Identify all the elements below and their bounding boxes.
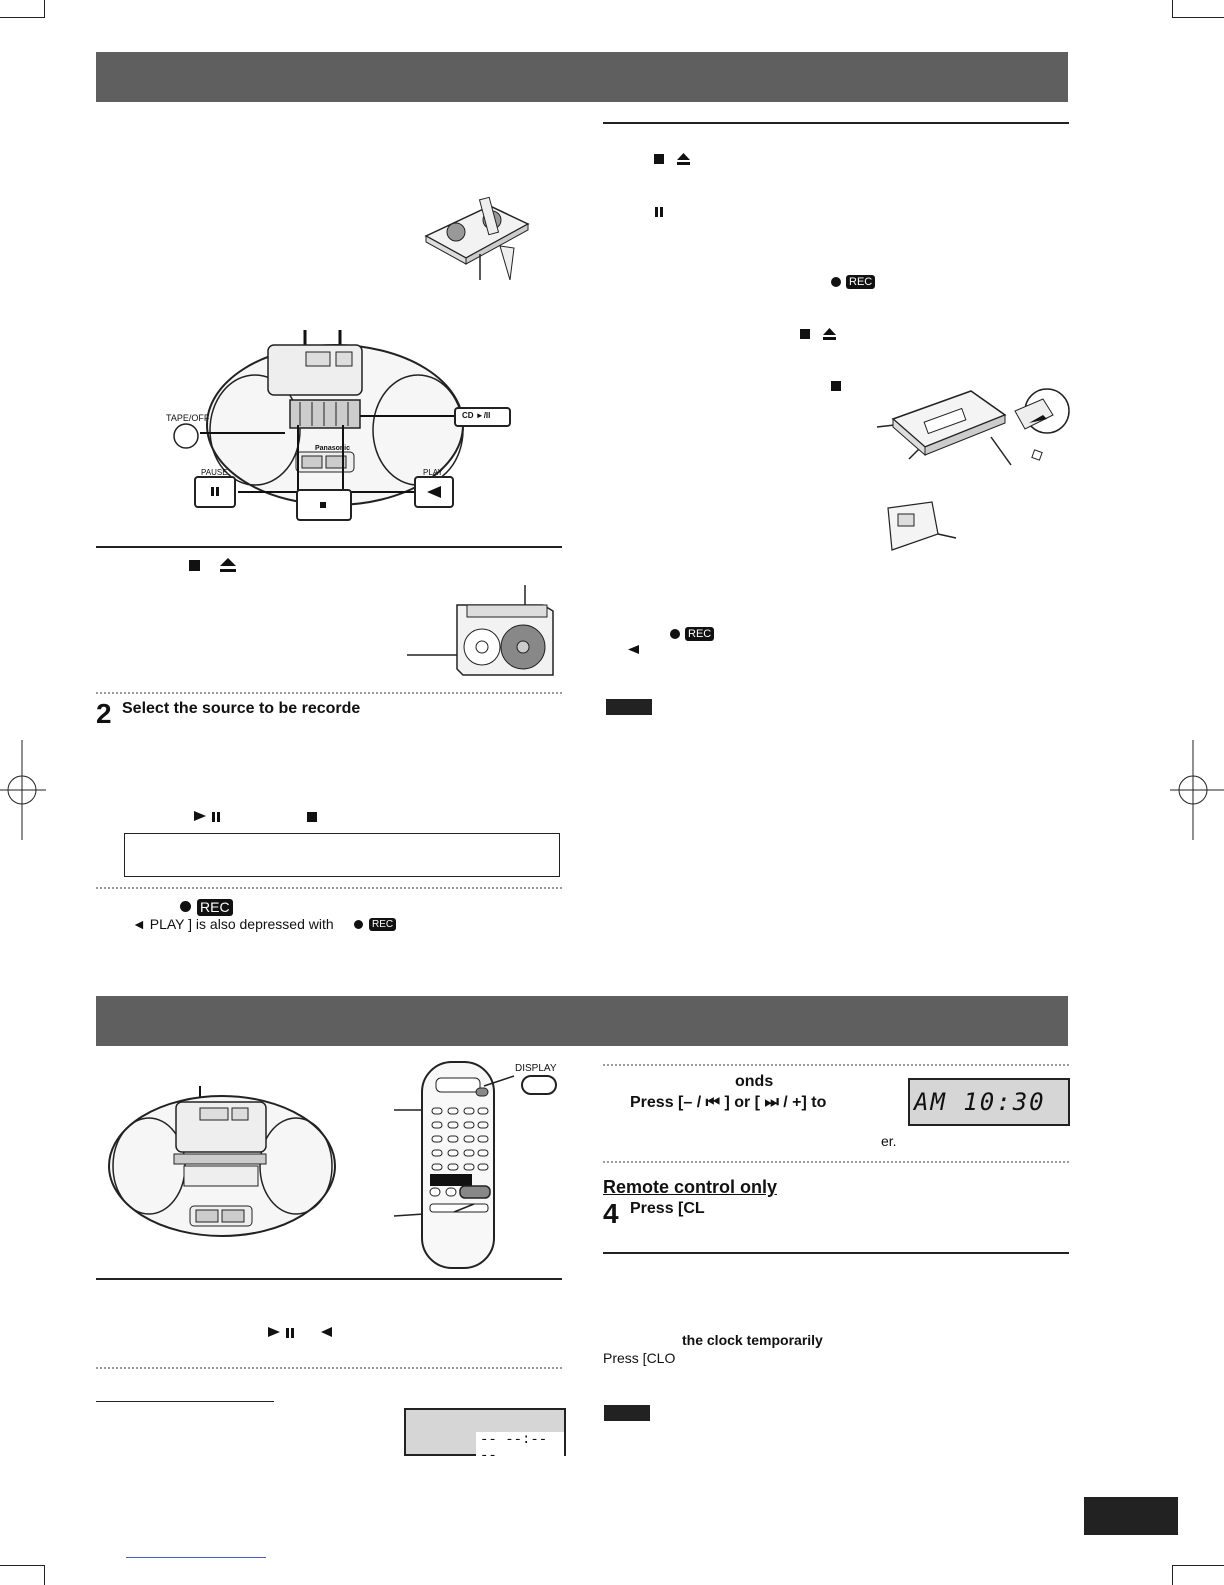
clock-display-blank — [404, 1408, 566, 1464]
cassette-pencil-illustration — [420, 196, 535, 286]
registration-mark-left — [0, 740, 50, 840]
record-dot-icon — [831, 277, 841, 287]
tape-off-label: TAPE/OFF — [166, 413, 210, 423]
stop-icon — [654, 154, 664, 164]
pause-label: PAUSE — [201, 468, 228, 477]
eject-icon — [677, 153, 690, 165]
stop-icon — [831, 381, 841, 391]
remote-control-illustration — [394, 1058, 564, 1273]
cassette-tab-illustration — [875, 375, 1070, 475]
press-adjust-text: Press [– / ⏮ ] or [ ⏭ / +] to — [630, 1094, 827, 1111]
crop-mark-tr — [1172, 0, 1224, 18]
clock-display-am — [908, 1078, 1070, 1126]
record-dot-icon — [354, 920, 363, 929]
note-box — [124, 833, 560, 877]
crop-mark-tl — [0, 0, 45, 18]
step2-number: 2 — [96, 698, 112, 729]
rec-badge: REC — [197, 899, 233, 916]
eject-icon — [823, 328, 836, 340]
record-dot-icon — [180, 901, 191, 912]
play-label: PLAY — [423, 468, 443, 477]
lcd-am-time: AM 10:30 — [914, 1088, 1046, 1116]
rec-badge: REC — [369, 918, 396, 931]
temp-clock-text: Press [CLO — [603, 1350, 676, 1366]
rule-left-step1 — [96, 546, 562, 548]
cassette-edge-illustration — [886, 500, 958, 558]
boombox-front-illustration — [104, 1086, 344, 1246]
crop-mark-bl — [0, 1565, 45, 1585]
boombox-illustration — [160, 330, 520, 530]
stop-icon — [189, 560, 200, 571]
temp-clock-title: the clock temporarily — [682, 1332, 823, 1348]
rule-right-clock — [603, 1252, 1069, 1254]
cd-play-pause-label: CD ►/II — [462, 411, 491, 420]
registration-mark-right — [1170, 740, 1224, 840]
step4-number: 4 — [603, 1198, 619, 1229]
rule-left-clock — [96, 1278, 562, 1280]
lcd-blank-time: -- --:-- -- — [476, 1432, 564, 1464]
stop-icon — [307, 812, 317, 822]
step4-title: Press [CL — [630, 1200, 705, 1217]
boombox-brand-label: Panasonic — [315, 445, 351, 452]
note-label-box — [604, 1405, 650, 1421]
play-reverse-icon — [321, 1327, 332, 1337]
dotted-separator — [603, 1064, 1069, 1066]
stop-icon — [800, 329, 810, 339]
section-banner-clock — [96, 996, 1068, 1046]
play-pause-icon — [268, 1327, 302, 1339]
rule-right-top — [603, 122, 1069, 124]
note-label-box — [606, 699, 652, 715]
dotted-separator — [96, 692, 562, 694]
page-number-box — [1084, 1497, 1178, 1535]
pause-icon — [655, 207, 664, 217]
play-pause-icon — [194, 811, 228, 823]
play-reverse-icon — [628, 645, 639, 654]
rec-badge: REC — [685, 627, 714, 641]
step2-title: Select the source to be recorde — [122, 700, 361, 717]
eject-icon — [220, 558, 236, 572]
dotted-separator — [96, 887, 562, 889]
er-text: er. — [881, 1133, 897, 1149]
crop-mark-br — [1172, 1565, 1224, 1585]
rule-short — [96, 1401, 274, 1402]
remote-only-heading: Remote control only — [603, 1177, 778, 1197]
footer-link-rule — [126, 1557, 266, 1558]
seconds-title: onds — [735, 1073, 774, 1090]
record-dot-icon — [670, 629, 680, 639]
play-note: ◄ PLAY ] is also depressed with — [132, 916, 334, 932]
section-banner-recording — [96, 52, 1068, 102]
display-button-label: DISPLAY — [515, 1063, 557, 1074]
dotted-separator — [96, 1367, 562, 1369]
cassette-illustration — [405, 585, 557, 680]
rec-badge: REC — [846, 275, 875, 289]
dotted-separator — [603, 1161, 1069, 1163]
